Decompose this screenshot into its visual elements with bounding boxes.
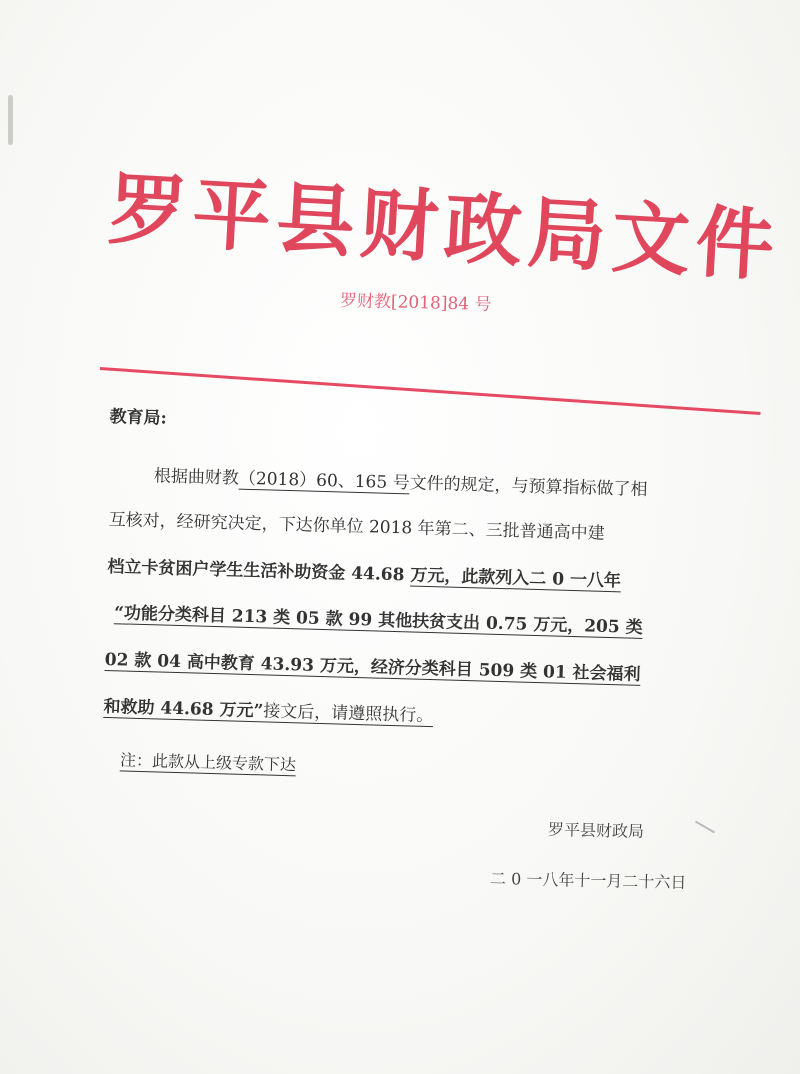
body-line-1-part-b: （2018）60、165 号 xyxy=(238,468,410,494)
issue-date: 二 0 一八年十一月二十六日 xyxy=(489,868,687,893)
document-number: 罗财教[2018]84 号 xyxy=(339,291,492,315)
body-line-6-part-a: 和救助 44.68 万元” xyxy=(103,696,264,722)
body-line-5: 02 款 04 高中教育 43.93 万元，经济分类科目 509 类 01 社会福利 xyxy=(104,649,641,685)
body-line-6-part-b: 接文后，请遵照执行。 xyxy=(263,701,434,727)
body-line-1-part-c: 文件的规定，与预算指标做了相 xyxy=(409,473,648,501)
body-line-2: 互核对，经研究决定，下达你单位 2018 年第二、三批普通高中建 xyxy=(108,510,605,544)
funding-note: 注：此款从上级专款下达 xyxy=(119,750,297,775)
issuer-signature: 罗平县财政局 xyxy=(547,819,645,842)
addressee: 教育局: xyxy=(109,406,168,429)
body-line-3-part-b: 万元，此款列入二 0 一八年 xyxy=(410,565,622,592)
body-line-3-part-a: 档立卡贫困户学生生活补助资金 44.68 xyxy=(107,556,411,586)
body-line-1-part-a: 根据曲财教 xyxy=(153,466,240,489)
staple-mark xyxy=(8,95,13,145)
body-line-4: “功能分类科目 213 类 05 款 99 其他扶贫支出 0.75 万元，205 类 xyxy=(113,603,643,638)
document-header-title: 罗平县财政局文件 xyxy=(106,163,783,293)
